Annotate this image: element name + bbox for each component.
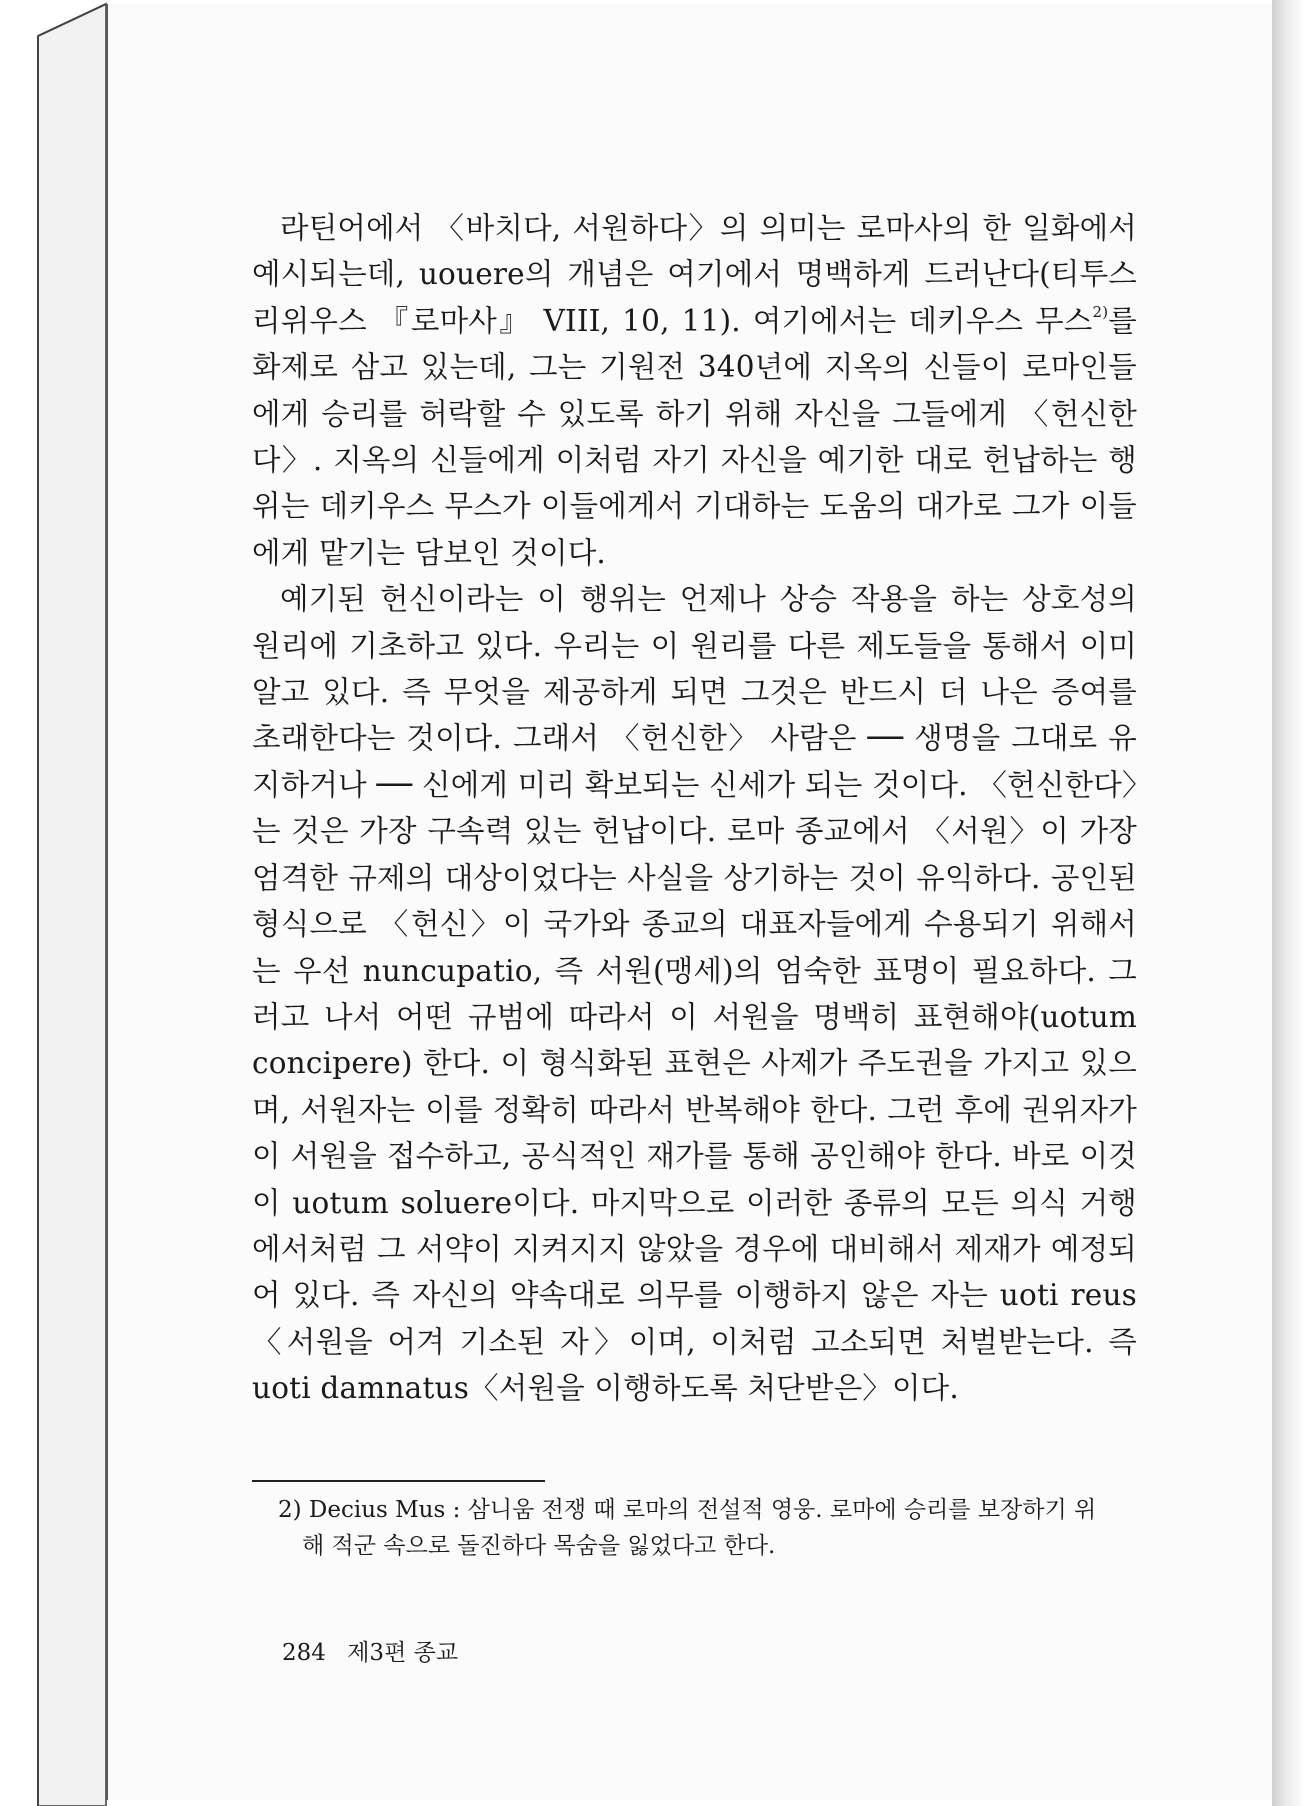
page-footer — [282, 1634, 458, 1667]
paragraph-1-part-b: 를 화제로 삼고 있는데, 그는 기원전 340년에 지옥의 신들이 로마인들에게 승리를 허락할 수 있도록 하기 위해 자신을 그들에게 〈헌신한다〉. 지옥의 신들에게 이처럼 자기 자신을 예기한 대로 헌납하는 행위는 데키우스 무스가 이들에게서 기대하는 도움의 대가로 그가 이들에게 맡기는 담보인 것이다. — [252, 303, 1137, 570]
footnote-line-2: 해 적군 속으로 돌진하다 목숨을 잃었다고 한다. — [302, 1533, 776, 1559]
footnote — [278, 1492, 1138, 1564]
footnote-marker: 2) — [1092, 302, 1109, 321]
main-text — [252, 205, 1137, 1412]
section-title: 제3편 종교 — [347, 1640, 459, 1666]
paragraph-1 — [252, 205, 1137, 576]
footnote-divider — [252, 1480, 545, 1482]
page-number: 284 — [282, 1640, 326, 1666]
paragraph-1-part-a: 라틴어에서 〈바치다, 서원하다〉의 의미는 로마사의 한 일화에서 예시되는데, uouere의 개념은 여기에서 명백하게 드러난다(티투스 리위우스 『로마사』 VIII, 10, 11). 여기에서는 데키우스 무스 — [252, 211, 1137, 338]
footnote-line-1: 2) Decius Mus : 삼니움 전쟁 때 로마의 전설적 영웅. 로마에 승리를 보장하기 위 — [278, 1497, 1097, 1523]
page-edge-shadow — [1272, 0, 1305, 1806]
paragraph-2: 예기된 헌신이라는 이 행위는 언제나 상승 작용을 하는 상호성의 원리에 기초하고 있다. 우리는 이 원리를 다른 제도들을 통해서 이미 알고 있다. 즉 무엇을 제공하게 되면 그것은 반드시 더 나은 증여를 초래한다는 것이다. 그래서 〈헌신한〉 사람은 ── 생명을 그대로 유지하거나 ── 신에게 미리 확보되는 신세가 되는 것이다. 〈헌신한다〉는 것은 가장 구속력 있는 헌납이다. 로마 종교에서 〈서원〉이 가장 엄격한 규제의 대상이었다는 사실을 상기하는 것이 유익하다. 공인된 형식으로 〈헌신〉이 국가와 종교의 대표자들에게 수용되기 위해서는 우선 nuncupatio, 즉 서원(맹세)의 엄숙한 표명이 필요하다. 그러고 나서 어떤 규범에 따라서 이 서원을 명백히 표현해야(uotum concipere) 한다. 이 형식화된 표현은 사제가 주도권을 가지고 있으며, 서원자는 이를 정확히 따라서 반복해야 한다. 그런 후에 권위자가 이 서원을 접수하고, 공식적인 재가를 통해 공인해야 한다. 바로 이것이 uotum soluere이다. 마지막으로 이러한 종류의 모든 의식 거행에서처럼 그 서약이 지켜지지 않았을 경우에 대비해서 제재가 예정되어 있다. 즉 자신의 약속대로 의무를 이행하지 않은 자는 uoti reus〈서원을 어겨 기소된 자〉이며, 이처럼 고소되면 처벌받는다. 즉 uoti damnatus〈서원을 이행하도록 처단받은〉이다. — [252, 582, 1137, 1406]
